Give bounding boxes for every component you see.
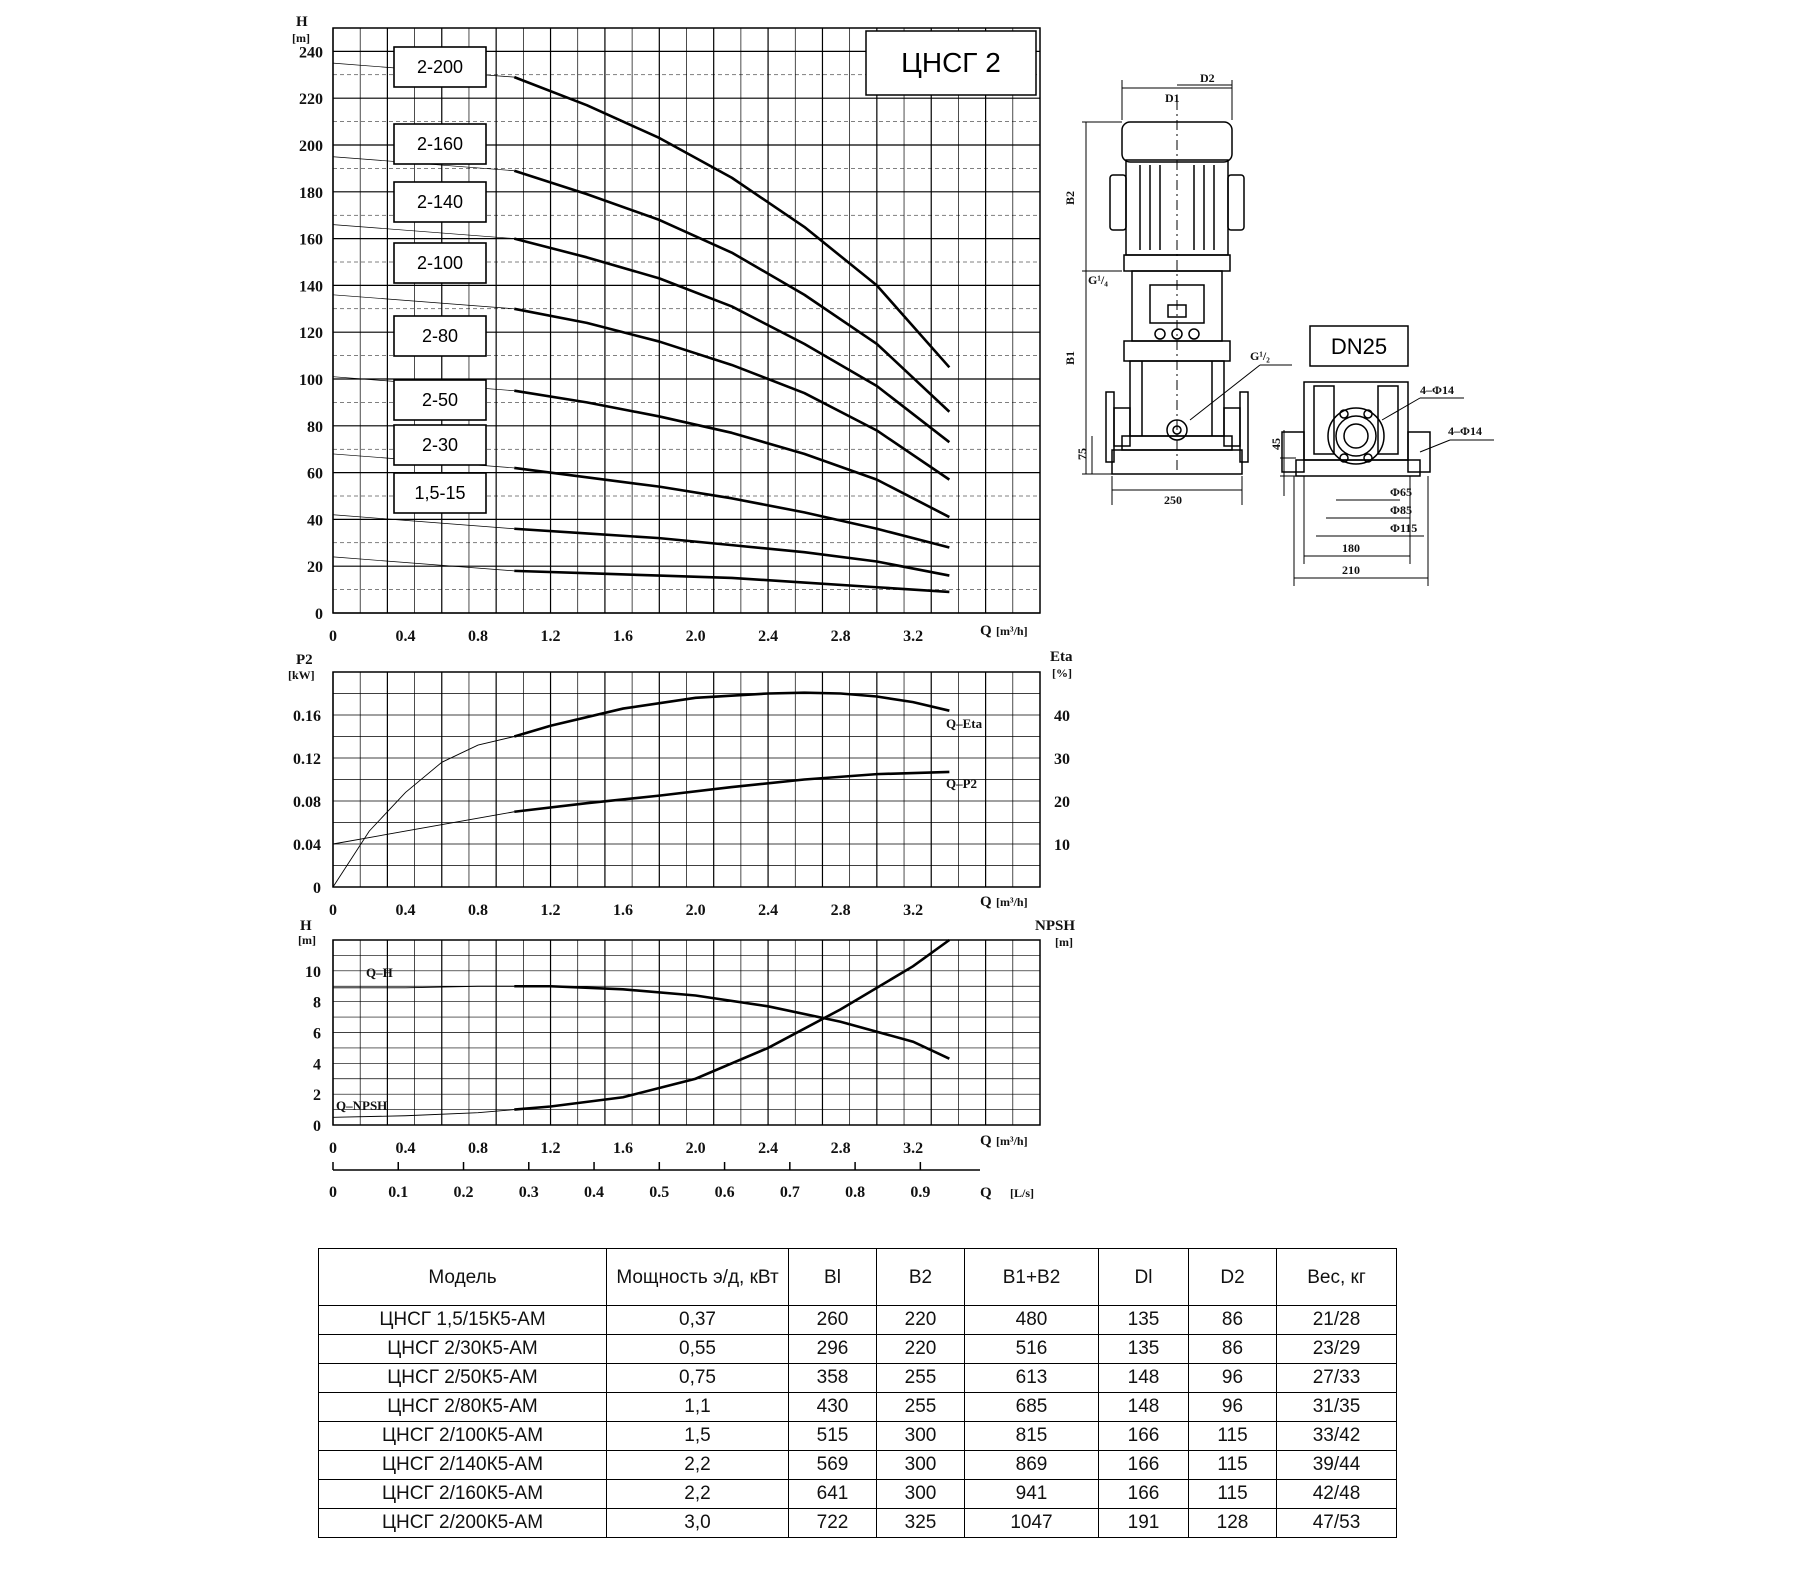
table-cell: 135 (1099, 1306, 1189, 1335)
npsh-xtick: 2.0 (685, 1140, 706, 1157)
hq-curve (514, 239, 949, 443)
table-cell: 300 (877, 1422, 965, 1451)
table-cell: 358 (789, 1364, 877, 1393)
table-cell: 115 (1189, 1422, 1277, 1451)
hq-curve (514, 529, 949, 576)
hq-xtick: 0.8 (468, 628, 489, 645)
npsh-series-group (333, 940, 949, 1117)
hq-ylabel: H (296, 14, 308, 30)
table-cell: 166 (1099, 1480, 1189, 1509)
hq-ytick: 100 (299, 372, 323, 389)
hq-series-label: 2-200 (416, 57, 464, 77)
hq-series-label: 2-80 (421, 326, 459, 346)
eta-ytick: 10 (1054, 837, 1070, 854)
power-xtick: 2.0 (685, 902, 706, 919)
npsh-grid (333, 940, 1040, 1125)
npsh-left-ylabel: H (300, 918, 312, 934)
table-row (319, 1480, 1397, 1509)
hq-ytick: 20 (307, 559, 323, 577)
table-header-row (319, 1249, 1397, 1306)
table-cell: 0,75 (607, 1364, 789, 1393)
dim-b1: B1 (1063, 350, 1077, 365)
qh-series-label: Q–H (366, 965, 393, 980)
table-row (319, 1364, 1397, 1393)
table-row (319, 1509, 1397, 1538)
hq-curve (514, 468, 949, 548)
hq-xlabel: Q (980, 623, 992, 639)
table-cell: 613 (965, 1364, 1099, 1393)
table-cell: 128 (1189, 1509, 1277, 1538)
power-xtick: 0 (329, 902, 337, 919)
table-cell: 166 (1099, 1451, 1189, 1480)
power-curve (514, 772, 949, 812)
table-cell: 39/44 (1277, 1451, 1397, 1480)
ls-tick-label: 0 (329, 1184, 337, 1201)
table-cell: 815 (965, 1422, 1099, 1451)
table-cell: 1,1 (607, 1393, 789, 1422)
ls-axis-label: Q (980, 1185, 992, 1201)
power-xtick: 2.8 (830, 902, 851, 919)
dim-180: 180 (1342, 541, 1360, 555)
hq-ytick: 60 (307, 465, 323, 483)
hq-ytick: 0 (315, 606, 323, 623)
table-cell: 220 (877, 1335, 965, 1364)
table-cell: 2,2 (607, 1451, 789, 1480)
hq-ytick: 120 (299, 325, 323, 343)
hq-xtick: 2.8 (830, 628, 851, 645)
eta-ylabel: Eta (1050, 649, 1073, 665)
npsh-xtick: 1.6 (613, 1140, 634, 1157)
npsh-xtick: 3.2 (903, 1140, 924, 1157)
dim-d1: D1 (1165, 91, 1180, 105)
npsh-ytick: 8 (313, 994, 321, 1012)
ls-tick-label: 0.1 (388, 1184, 409, 1201)
npsh-right-ylabel: NPSH (1035, 918, 1076, 934)
hq-xtick: 0.4 (395, 628, 416, 645)
hq-series-group (333, 47, 949, 592)
header-b1: Bl (789, 1249, 877, 1306)
table-cell: 325 (877, 1509, 965, 1538)
table-cell: 300 (877, 1451, 965, 1480)
hq-xunit: [m³/h] (996, 624, 1028, 638)
table-cell: 148 (1099, 1393, 1189, 1422)
ls-tick-labels (329, 1162, 930, 1201)
chart-title: ЦНСГ 2 (901, 47, 1001, 78)
p2-series-label: Q–P2 (946, 776, 978, 791)
npsh-ytick: 6 (313, 1025, 321, 1043)
pump-side-view-drawing (1282, 382, 1430, 476)
hq-xtick: 2.4 (758, 628, 779, 645)
table-cell: 42/48 (1277, 1480, 1397, 1509)
table-body (319, 1306, 1397, 1538)
table-cell: 300 (877, 1480, 965, 1509)
table-cell: 869 (965, 1451, 1099, 1480)
table-cell: 166 (1099, 1422, 1189, 1451)
table-cell: 1047 (965, 1509, 1099, 1538)
eta-yunit: [%] (1052, 666, 1072, 680)
dn-label: DN25 (1330, 334, 1388, 359)
table-row (319, 1422, 1397, 1451)
power-yunit: [kW] (288, 668, 315, 682)
table-cell: 115 (1189, 1480, 1277, 1509)
power-grid (333, 672, 1040, 887)
hq-ytick: 180 (299, 184, 323, 202)
table-cell: 641 (789, 1480, 877, 1509)
motor-box-left (1110, 175, 1126, 230)
table-row (319, 1306, 1397, 1335)
title-box (866, 31, 1036, 95)
hq-curve (514, 309, 949, 480)
table-cell: 3,0 (607, 1509, 789, 1538)
hq-ytick: 80 (307, 418, 323, 436)
dim-phi85: Φ85 (1390, 503, 1412, 517)
qnpsh-series-label: Q–NPSH (336, 1098, 388, 1113)
table-cell: 2,2 (607, 1480, 789, 1509)
power-xtick: 1.6 (613, 902, 634, 919)
header-d2: D2 (1189, 1249, 1277, 1306)
dim-75: 75 (1075, 448, 1089, 460)
eta-ytick: 30 (1054, 751, 1070, 768)
pump-front-view-drawing (1106, 100, 1248, 474)
table-cell: 86 (1189, 1306, 1277, 1335)
hq-series-label: 2-160 (416, 134, 464, 154)
dim-holes-2: 4–Φ14 (1448, 424, 1482, 438)
table-cell: 296 (789, 1335, 877, 1364)
table-cell: 135 (1099, 1335, 1189, 1364)
power-ytick: 0.08 (293, 794, 321, 811)
power-xtick: 2.4 (758, 902, 779, 919)
power-ytick: 0.16 (293, 708, 321, 725)
table-cell: 115 (1189, 1451, 1277, 1480)
hq-series-label: 2-30 (421, 435, 459, 455)
table-cell: 47/53 (1277, 1509, 1397, 1538)
eta-ytick: 20 (1054, 794, 1070, 811)
table-cell: ЦНСГ 2/200К5-АМ (319, 1509, 607, 1538)
ls-tick-label: 0.2 (453, 1184, 474, 1201)
table-row (319, 1335, 1397, 1364)
table-cell: 31/35 (1277, 1393, 1397, 1422)
ls-tick-label: 0.5 (649, 1184, 670, 1201)
npsh-xtick: 1.2 (540, 1140, 561, 1157)
ls-axis (329, 1162, 1034, 1201)
header-b1b2: B1+B2 (965, 1249, 1099, 1306)
power-curve (514, 693, 949, 737)
dim-210: 210 (1342, 563, 1360, 577)
table-cell: 191 (1099, 1509, 1189, 1538)
power-xtick: 1.2 (540, 902, 561, 919)
table-cell: 480 (965, 1306, 1099, 1335)
ls-tick-label: 0.4 (584, 1184, 605, 1201)
hq-xtick: 0 (329, 628, 337, 645)
power-ytick: 0 (313, 880, 321, 897)
eta-ytick: 40 (1054, 708, 1070, 725)
npsh-tick-labels (305, 964, 923, 1157)
dn-label-box (1310, 326, 1408, 366)
hq-series-label: 2-140 (416, 192, 464, 212)
header-b2: B2 (877, 1249, 965, 1306)
power-ytick: 0.12 (293, 751, 321, 768)
table-cell: 27/33 (1277, 1364, 1397, 1393)
table-cell: 1,5 (607, 1422, 789, 1451)
power-ylabel: P2 (296, 652, 313, 668)
npsh-ytick: 0 (313, 1118, 321, 1135)
dim-250: 250 (1164, 493, 1182, 507)
hq-ytick: 40 (307, 512, 323, 530)
power-xlabel: Q (980, 894, 992, 910)
hq-series-label: 2-100 (416, 253, 464, 273)
motor-box-right (1228, 175, 1244, 230)
table-cell: ЦНСГ 2/100К5-АМ (319, 1422, 607, 1451)
ls-axis-unit: [L/s] (1010, 1186, 1034, 1200)
table-cell: 515 (789, 1422, 877, 1451)
table-row (319, 1451, 1397, 1480)
table-cell: 0,55 (607, 1335, 789, 1364)
ls-tick-label: 0.3 (518, 1184, 539, 1201)
npsh-xtick: 0.4 (395, 1140, 416, 1157)
npsh-xtick: 0.8 (468, 1140, 489, 1157)
npsh-xtick: 2.4 (758, 1140, 779, 1157)
dim-45: 45 (1269, 438, 1283, 450)
table-cell: ЦНСГ 2/30К5-АМ (319, 1335, 607, 1364)
power-chart (288, 649, 1073, 919)
ls-tick-label: 0.7 (779, 1184, 800, 1201)
dim-b2: B2 (1063, 190, 1077, 205)
table-cell: 0,37 (607, 1306, 789, 1335)
power-series-group (333, 693, 949, 887)
hq-ytick: 220 (299, 91, 323, 109)
table-cell: 260 (789, 1306, 877, 1335)
dim-holes-1: 4–Φ14 (1420, 383, 1454, 397)
table-cell: 569 (789, 1451, 877, 1480)
npsh-xunit: [m³/h] (996, 1134, 1028, 1148)
dim-g-top: G¹/₄ (1088, 273, 1108, 287)
ls-tick-label: 0.8 (845, 1184, 866, 1201)
ls-tick-label: 0.6 (714, 1184, 735, 1201)
table-row (319, 1393, 1397, 1422)
table-cell: 96 (1189, 1393, 1277, 1422)
hq-ytick: 160 (299, 231, 323, 249)
power-xunit: [m³/h] (996, 895, 1028, 909)
table-cell: ЦНСГ 2/160К5-АМ (319, 1480, 607, 1509)
npsh-left-yunit: [m] (298, 933, 316, 947)
hq-xtick: 1.2 (540, 628, 561, 645)
hq-curve (514, 171, 949, 412)
table-cell: 516 (965, 1335, 1099, 1364)
table-cell: ЦНСГ 1,5/15К5-АМ (319, 1306, 607, 1335)
header-d1: Dl (1099, 1249, 1189, 1306)
table-cell: 96 (1189, 1364, 1277, 1393)
power-xtick: 3.2 (903, 902, 924, 919)
table-cell: 430 (789, 1393, 877, 1422)
hq-ytick: 200 (299, 138, 323, 155)
npsh-ytick: 4 (313, 1056, 321, 1074)
header-model: Модель (319, 1249, 607, 1306)
npsh-xlabel: Q (980, 1133, 992, 1149)
hq-xtick: 3.2 (903, 628, 924, 645)
npsh-curve (514, 940, 949, 1110)
hq-series-label: 2-50 (421, 390, 459, 410)
dim-d2: D2 (1200, 71, 1215, 85)
hq-curve (514, 571, 949, 592)
table-cell: 685 (965, 1393, 1099, 1422)
npsh-ytick: 10 (305, 963, 321, 981)
npsh-xtick: 0 (329, 1140, 337, 1157)
hq-ytick: 140 (299, 278, 323, 296)
table-cell: 21/28 (1277, 1306, 1397, 1335)
hq-ytick: 240 (299, 44, 323, 62)
table-cell: 220 (877, 1306, 965, 1335)
npsh-chart (298, 918, 1075, 1157)
eta-series-label: Q–Eta (946, 716, 983, 731)
spec-table (318, 1248, 1397, 1538)
header-weight: Вес, кг (1277, 1249, 1397, 1306)
hq-curve (514, 77, 949, 367)
npsh-ytick: 2 (313, 1087, 321, 1105)
table-cell: 33/42 (1277, 1422, 1397, 1451)
table-cell: ЦНСГ 2/140К5-АМ (319, 1451, 607, 1480)
hq-xtick: 2.0 (685, 628, 706, 645)
npsh-xtick: 2.8 (830, 1140, 851, 1157)
npsh-right-yunit: [m] (1055, 935, 1073, 949)
table-cell: 23/29 (1277, 1335, 1397, 1364)
table-cell: 86 (1189, 1335, 1277, 1364)
table-cell: ЦНСГ 2/50К5-АМ (319, 1364, 607, 1393)
power-xtick: 0.8 (468, 902, 489, 919)
table-cell: 148 (1099, 1364, 1189, 1393)
table-cell: 941 (965, 1480, 1099, 1509)
ls-tick-label: 0.9 (910, 1184, 931, 1201)
power-ytick: 0.04 (293, 837, 321, 854)
hq-yunit: [m] (292, 31, 310, 45)
header-power: Мощность э/д, кВт (607, 1249, 789, 1306)
dim-g-side: G¹/₂ (1250, 349, 1270, 363)
table-cell: 255 (877, 1393, 965, 1422)
dim-phi115: Φ115 (1390, 521, 1418, 535)
table-cell: 255 (877, 1364, 965, 1393)
hq-chart (292, 14, 1040, 645)
dim-phi65: Φ65 (1390, 485, 1412, 499)
hq-xtick: 1.6 (613, 628, 634, 645)
table-cell: ЦНСГ 2/80К5-АМ (319, 1393, 607, 1422)
power-xtick: 0.4 (395, 902, 416, 919)
hq-series-label: 1,5-15 (414, 483, 466, 503)
table-cell: 722 (789, 1509, 877, 1538)
